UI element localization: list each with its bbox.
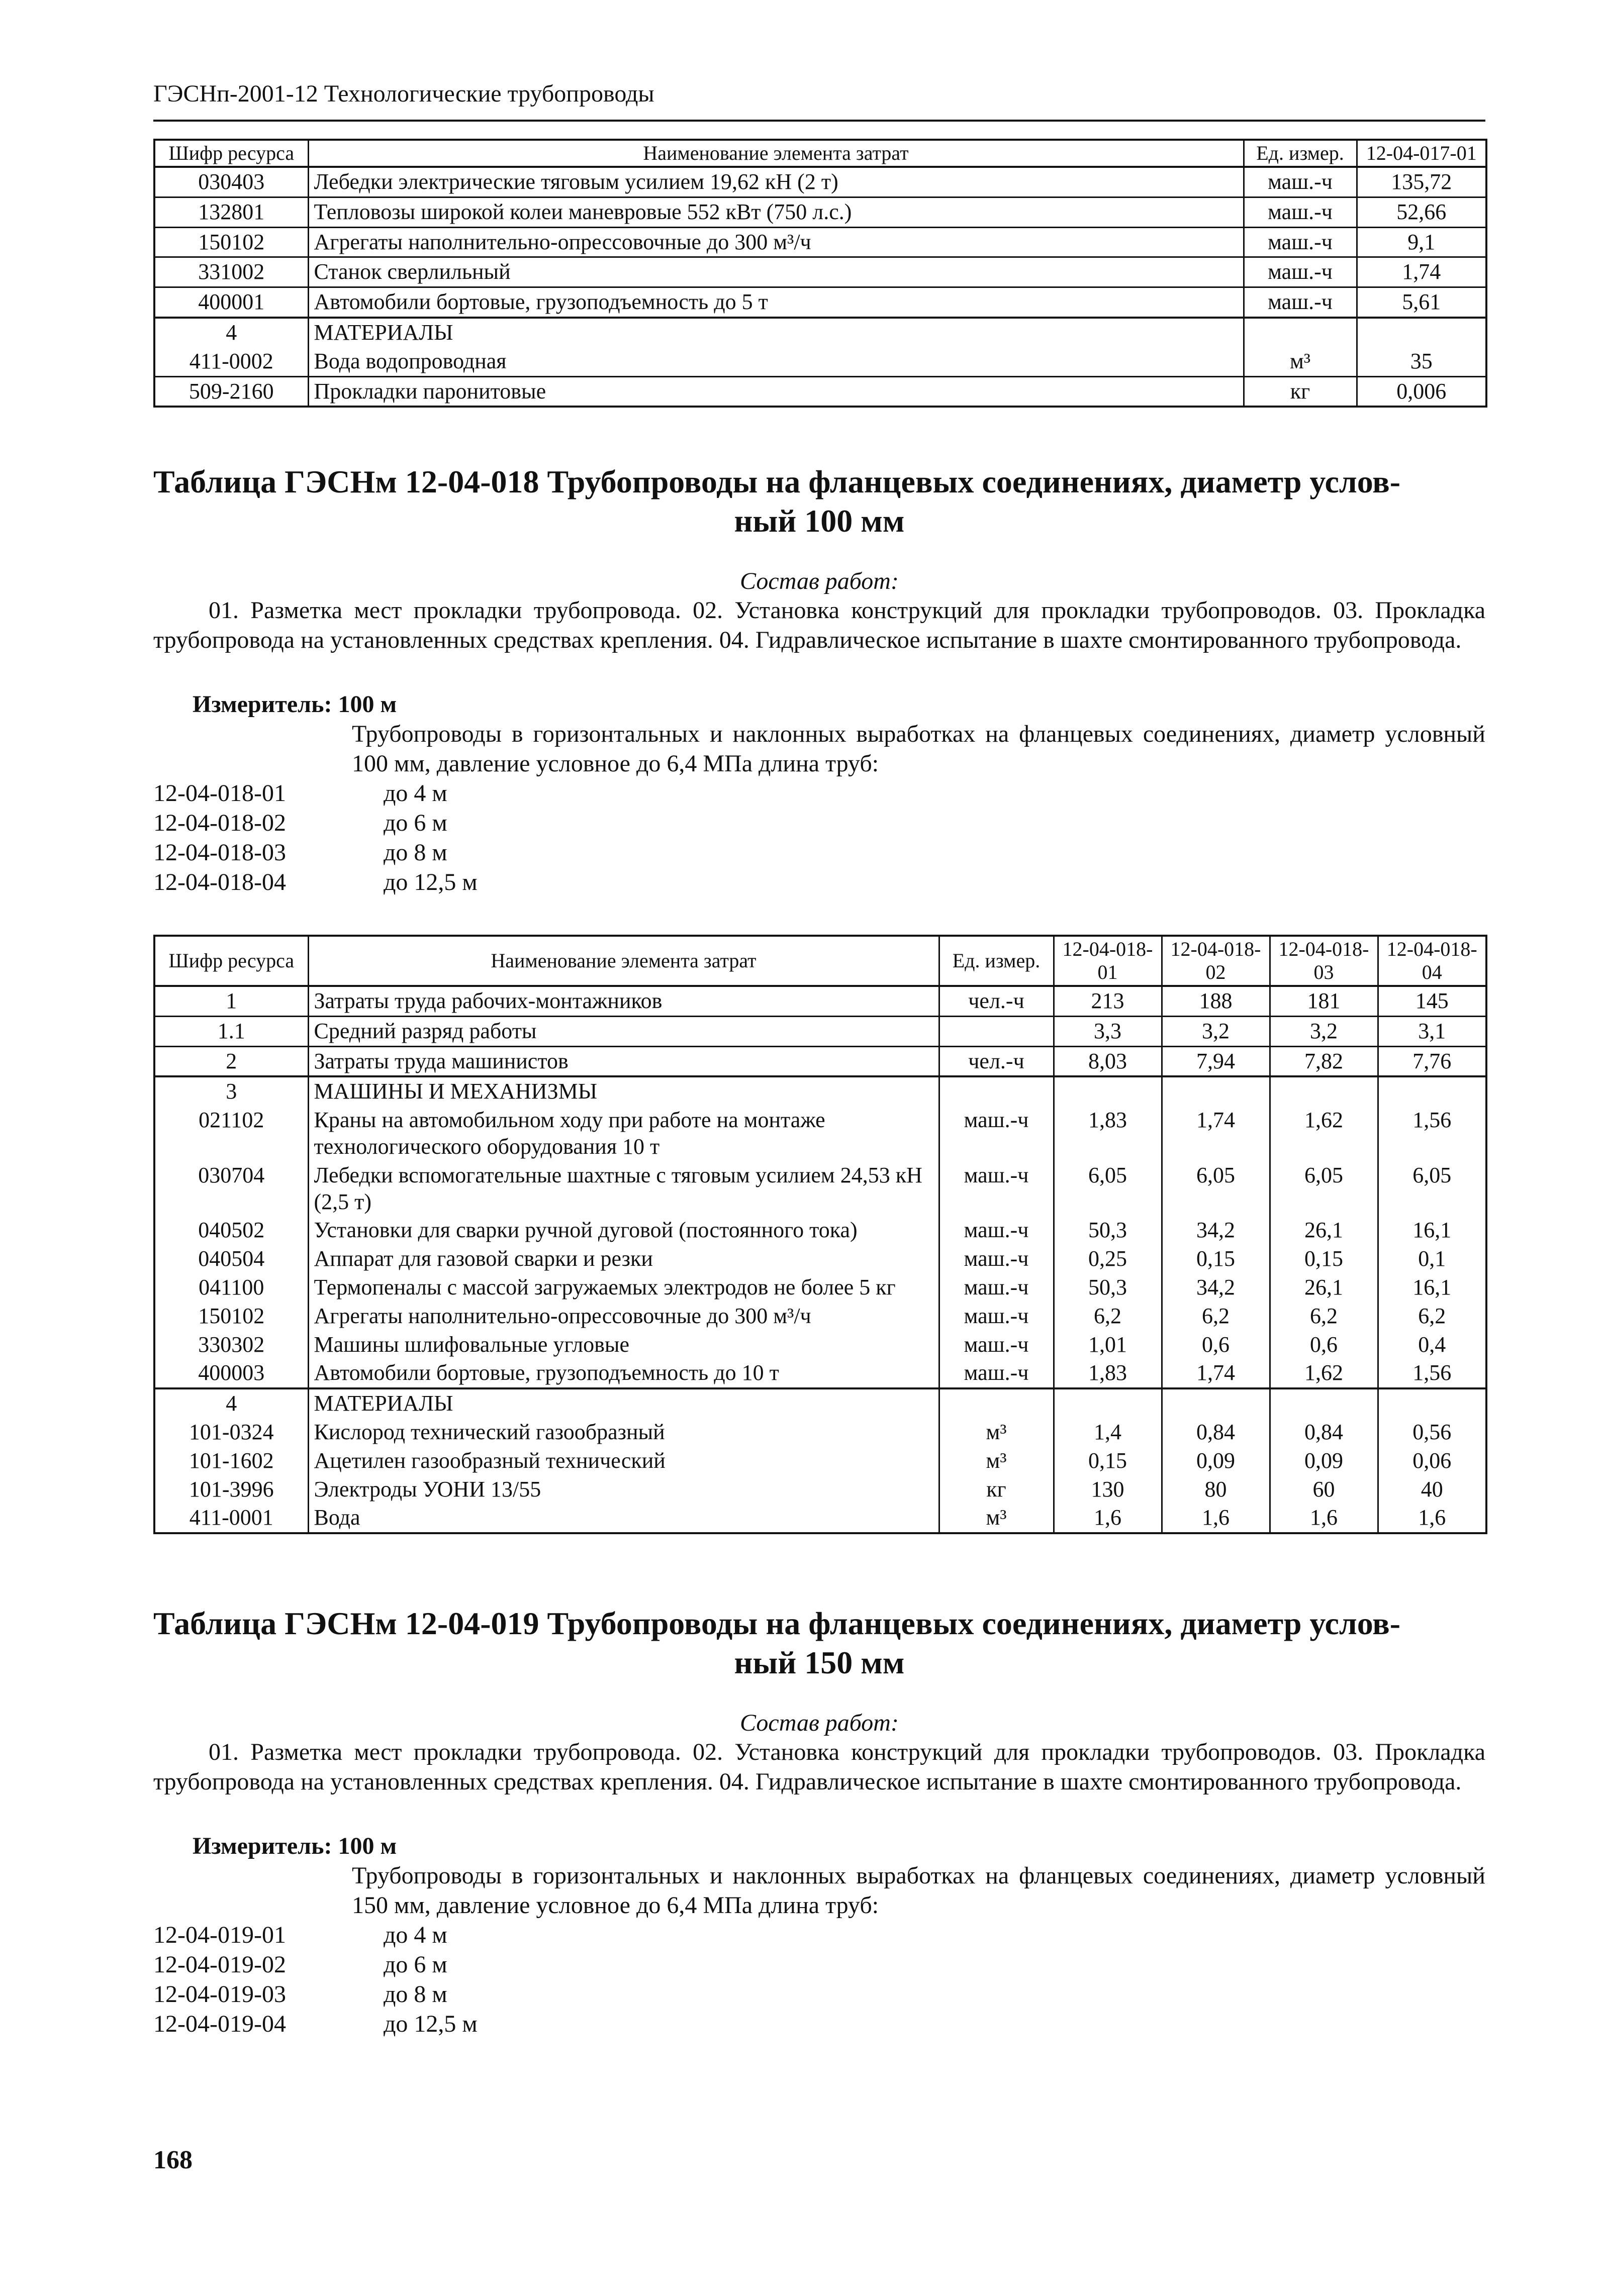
description-018: Трубопроводы в горизонтальных и наклонных выработках на фланцевых соединениях, диаметр условный 100 мм, давление условное до 6,4 МПа длина труб: [352,721,1485,777]
table-cell: 150102 [154,1302,308,1331]
table-cell: 3 [154,1076,308,1106]
table-cell: 1,74 [1162,1106,1270,1161]
table-cell: 16,1 [1378,1273,1486,1302]
variant-row [153,868,478,897]
resource-table-018 [153,935,1487,1534]
table-row [154,1216,1486,1245]
table-cell: 4 [154,318,308,347]
table-cell: 041100 [154,1273,308,1302]
table-row [154,1273,1486,1302]
table-cell: 3,2 [1162,1016,1270,1046]
header-code: Шифр ресурса [154,140,308,167]
table-cell: маш.-ч [1244,287,1357,318]
table-cell: 1,6 [1162,1504,1270,1533]
table-cell: Агрегаты наполнительно-опрессовочные до 300 м³/ч [308,227,1244,257]
variant-code: 12-04-018-02 [153,810,286,836]
table-cell: 2 [154,1046,308,1076]
table-cell: 150102 [154,227,308,257]
table-cell: 26,1 [1270,1216,1378,1245]
table-cell: 181 [1270,986,1378,1016]
table-cell [1162,1388,1270,1418]
header-unit: Ед. измер. [1244,140,1357,167]
variant-text: до 4 м [384,1922,447,1948]
table-cell: 021102 [154,1106,308,1161]
composition-label-019: Состав работ: [740,1710,899,1736]
table-cell: 1,6 [1054,1504,1162,1533]
variant-row [153,1950,478,1980]
table-cell: Затраты труда рабочих-монтажников [308,986,939,1016]
composition-label-018: Состав работ: [740,568,899,594]
table-cell: 0,56 [1378,1418,1486,1447]
table-cell: Электроды УОНИ 13/55 [308,1475,939,1504]
variant-code: 12-04-018-03 [153,839,286,866]
table-cell: 030403 [154,167,308,197]
table-cell: 411-0001 [154,1504,308,1533]
table-row [154,1302,1486,1331]
table-cell: Агрегаты наполнительно-опрессовочные до 300 м³/ч [308,1302,939,1331]
variant-row [153,1921,478,1950]
table-cell: Средний разряд работы [308,1016,939,1046]
table-cell: маш.-ч [939,1331,1054,1359]
table-cell: 4 [154,1388,308,1418]
table-cell: маш.-ч [1244,257,1357,287]
variant-code: 12-04-018-01 [153,780,286,807]
table-header-row [154,936,1486,986]
meter-018: Измеритель: 100 м [193,691,397,718]
table-cell [1378,1388,1486,1418]
table-cell: 101-1602 [154,1447,308,1475]
table-cell: 6,05 [1054,1161,1162,1217]
table-cell: МАТЕРИАЛЫ [308,318,1244,347]
table-row [154,1418,1486,1447]
resource-table-017 [153,139,1487,408]
header-col1: 12-04-018-01 [1054,936,1162,986]
header-name: Наименование элемента затрат [308,140,1244,167]
table-cell [1378,1076,1486,1106]
table-cell: маш.-ч [939,1106,1054,1161]
variant-row [153,1980,478,2010]
table-row [154,1161,1486,1217]
table-cell: 16,1 [1378,1216,1486,1245]
table-cell: 50,3 [1054,1216,1162,1245]
table-cell: чел.-ч [939,986,1054,1016]
table-row [154,1475,1486,1504]
table-row [154,1331,1486,1359]
table-cell: 040502 [154,1216,308,1245]
table-cell: 1,74 [1162,1359,1270,1388]
table-cell: Ацетилен газообразный технический [308,1447,939,1475]
works-text-018: 01. Разметка мест прокладки трубопровода. 02. Установка конструкций для прокладки трубопроводов. 03. Прокладка трубопровода на установленных средствах крепления. 04. Гидравлическое испытание в шахте смонтированного трубопровода. [153,597,1485,653]
table-section-row [154,1076,1486,1106]
table-cell: 1,74 [1357,257,1486,287]
variant-row [153,779,478,809]
header-rule [153,120,1485,122]
table-cell: 8,03 [1054,1046,1162,1076]
works-text-019: 01. Разметка мест прокладки трубопровода. 02. Установка конструкций для прокладки трубопроводов. 03. Прокладка трубопровода на установленных средствах крепления. 04. Гидравлическое испытание в шахте смонтированного трубопровода. [153,1739,1485,1795]
table-cell: 400003 [154,1359,308,1388]
meter-019: Измеритель: 100 м [193,1833,397,1859]
table-cell: 1,56 [1378,1359,1486,1388]
table-cell: 0,6 [1270,1331,1378,1359]
table-cell: 101-0324 [154,1418,308,1447]
table-cell: 132801 [154,197,308,227]
table-cell: маш.-ч [939,1245,1054,1273]
table-cell: Затраты труда машинистов [308,1046,939,1076]
table-cell: 1,62 [1270,1359,1378,1388]
table-cell [939,1388,1054,1418]
table-cell: 60 [1270,1475,1378,1504]
table-cell: Тепловозы широкой колеи маневровые 552 кВт (750 л.с.) [308,197,1244,227]
table-cell [939,1016,1054,1046]
table-cell: маш.-ч [939,1359,1054,1388]
table-cell: Лебедки вспомогательные шахтные с тяговым усилием 24,53 кН (2,5 т) [308,1161,939,1217]
table-cell: 0,25 [1054,1245,1162,1273]
table-cell [1270,1388,1378,1418]
table-row [154,376,1486,407]
table-cell: 6,05 [1270,1161,1378,1217]
table-cell: 509-2160 [154,376,308,407]
header-unit: Ед. измер. [939,936,1054,986]
variant-code: 12-04-018-04 [153,869,286,895]
table-section-row [154,318,1486,347]
variants-018 [153,779,478,897]
table-cell: 34,2 [1162,1273,1270,1302]
table-cell: 0,6 [1162,1331,1270,1359]
section-title-018: Таблица ГЭСНм 12-04-018 Трубопроводы на фланцевых соединениях, диаметр услов- ный 100 мм [153,464,1401,539]
table-cell: 80 [1162,1475,1270,1504]
variant-text: до 6 м [384,810,447,836]
table-cell: МАТЕРИАЛЫ [308,1388,939,1418]
table-header-row [154,140,1486,167]
table-cell: 5,61 [1357,287,1486,318]
section-title-019: Таблица ГЭСНм 12-04-019 Трубопроводы на фланцевых соединениях, диаметр услов- ный 150 мм [153,1606,1401,1681]
table-cell: 411-0002 [154,347,308,376]
table-cell: Машины шлифовальные угловые [308,1331,939,1359]
header-col2: 12-04-018-02 [1162,936,1270,986]
header-col4: 12-04-018-04 [1378,936,1486,986]
header-name: Наименование элемента затрат [308,936,939,986]
variant-text: до 8 м [384,839,447,866]
table-cell [939,1076,1054,1106]
table-cell: 330302 [154,1331,308,1359]
table-cell: 0,1 [1378,1245,1486,1273]
table-cell: м³ [939,1418,1054,1447]
table-row [154,1106,1486,1161]
table-cell: Аппарат для газовой сварки и резки [308,1245,939,1273]
table-cell: маш.-ч [1244,167,1357,197]
table-cell: 6,2 [1270,1302,1378,1331]
table-cell: Кислород технический газообразный [308,1418,939,1447]
table-cell: м³ [939,1447,1054,1475]
table-row [154,1504,1486,1533]
header-title: ГЭСНп-2001-12 Технологические трубопроводы [153,80,654,107]
table-cell: 1,56 [1378,1106,1486,1161]
table-cell: Станок сверлильный [308,257,1244,287]
variant-text: до 12,5 м [384,2011,478,2037]
table-cell: Автомобили бортовые, грузоподъемность до 10 т [308,1359,939,1388]
table-cell: маш.-ч [1244,197,1357,227]
variants-019 [153,1921,478,2039]
table-cell: 6,05 [1378,1161,1486,1217]
table-row [154,1447,1486,1475]
table-cell: 0,84 [1162,1418,1270,1447]
table-cell: 145 [1378,986,1486,1016]
table-cell: 1,4 [1054,1418,1162,1447]
table-cell: 400001 [154,287,308,318]
table-cell: Краны на автомобильном ходу при работе на монтаже технологического оборудования 10 т [308,1106,939,1161]
variant-code: 12-04-019-04 [153,2011,286,2037]
table-cell: 1,83 [1054,1359,1162,1388]
table-cell: 7,76 [1378,1046,1486,1076]
table-cell: 3,1 [1378,1016,1486,1046]
table-cell: 3,3 [1054,1016,1162,1046]
table-cell: 040504 [154,1245,308,1273]
table-cell: 0,4 [1378,1331,1486,1359]
header-code: Шифр ресурса [154,936,308,986]
table-cell: м³ [1244,347,1357,376]
table-row [154,227,1486,257]
table-cell: м³ [939,1504,1054,1533]
table-cell: Термопеналы с массой загружаемых электродов не более 5 кг [308,1273,939,1302]
table-cell: 9,1 [1357,227,1486,257]
table-cell: 34,2 [1162,1216,1270,1245]
variant-text: до 4 м [384,780,447,807]
table-cell: 6,2 [1378,1302,1486,1331]
table-cell: кг [1244,376,1357,407]
table-cell: маш.-ч [1244,227,1357,257]
variant-text: до 8 м [384,1981,447,2008]
table-cell: Вода водопроводная [308,347,1244,376]
table-row [154,257,1486,287]
variant-text: до 12,5 м [384,869,478,895]
table-row [154,1359,1486,1388]
table-cell: 1,6 [1270,1504,1378,1533]
table-row [154,287,1486,318]
table-cell: 6,05 [1162,1161,1270,1217]
running-header [153,79,1485,109]
table-row [154,347,1486,376]
table-cell: 0,06 [1378,1447,1486,1475]
table-cell: Автомобили бортовые, грузоподъемность до 5 т [308,287,1244,318]
table-row [154,986,1486,1016]
table-cell: 030704 [154,1161,308,1217]
table-cell: маш.-ч [939,1302,1054,1331]
page-number: 168 [153,2146,193,2174]
table-cell: кг [939,1475,1054,1504]
header-col1: 12-04-017-01 [1357,140,1486,167]
table-cell: маш.-ч [939,1161,1054,1217]
table-cell: МАШИНЫ И МЕХАНИЗМЫ [308,1076,939,1106]
header-col3: 12-04-018-03 [1270,936,1378,986]
variant-code: 12-04-019-03 [153,1981,286,2008]
table-cell: чел.-ч [939,1046,1054,1076]
variant-row [153,809,478,838]
table-cell: 7,94 [1162,1046,1270,1076]
table-cell: 52,66 [1357,197,1486,227]
table-cell [1054,1388,1162,1418]
table-row [154,1016,1486,1046]
table-cell: 6,2 [1162,1302,1270,1331]
table-row [154,167,1486,197]
table-cell [1244,318,1357,347]
table-cell: 1.1 [154,1016,308,1046]
table-cell: 130 [1054,1475,1162,1504]
table-cell: Установки для сварки ручной дуговой (постоянного тока) [308,1216,939,1245]
table-cell [1162,1076,1270,1106]
table-cell: 1,62 [1270,1106,1378,1161]
table-cell: 188 [1162,986,1270,1016]
table-cell: 0,15 [1054,1447,1162,1475]
table-cell: 6,2 [1054,1302,1162,1331]
table-cell: 40 [1378,1475,1486,1504]
variant-row [153,838,478,868]
table-cell [1270,1076,1378,1106]
table-cell: Прокладки паронитовые [308,376,1244,407]
table-cell: 26,1 [1270,1273,1378,1302]
table-section-row [154,1388,1486,1418]
table-cell: Лебедки электрические тяговым усилием 19,62 кН (2 т) [308,167,1244,197]
table-cell: 50,3 [1054,1273,1162,1302]
table-cell: 0,15 [1162,1245,1270,1273]
variant-row [153,2010,478,2039]
table-cell: 0,09 [1270,1447,1378,1475]
table-cell: Вода [308,1504,939,1533]
table-cell: 0,84 [1270,1418,1378,1447]
table-cell: 3,2 [1270,1016,1378,1046]
table-row [154,197,1486,227]
table-cell: маш.-ч [939,1216,1054,1245]
variant-code: 12-04-019-01 [153,1922,286,1948]
table-cell: маш.-ч [939,1273,1054,1302]
table-cell [1054,1076,1162,1106]
table-cell: 35 [1357,347,1486,376]
variant-code: 12-04-019-02 [153,1951,286,1978]
table-row [154,1245,1486,1273]
table-cell: 0,09 [1162,1447,1270,1475]
table-cell: 0,15 [1270,1245,1378,1273]
table-cell: 1 [154,986,308,1016]
table-cell [1357,318,1486,347]
table-cell: 331002 [154,257,308,287]
table-row [154,1046,1486,1076]
table-cell: 1,6 [1378,1504,1486,1533]
table-cell: 101-3996 [154,1475,308,1504]
table-cell: 1,01 [1054,1331,1162,1359]
table-cell: 1,83 [1054,1106,1162,1161]
table-cell: 0,006 [1357,376,1486,407]
description-019: Трубопроводы в горизонтальных и наклонных выработках на фланцевых соединениях, диаметр условный 150 мм, давление условное до 6,4 МПа длина труб: [352,1862,1485,1919]
table-cell: 213 [1054,986,1162,1016]
variant-text: до 6 м [384,1951,447,1978]
table-cell: 7,82 [1270,1046,1378,1076]
table-cell: 135,72 [1357,167,1486,197]
